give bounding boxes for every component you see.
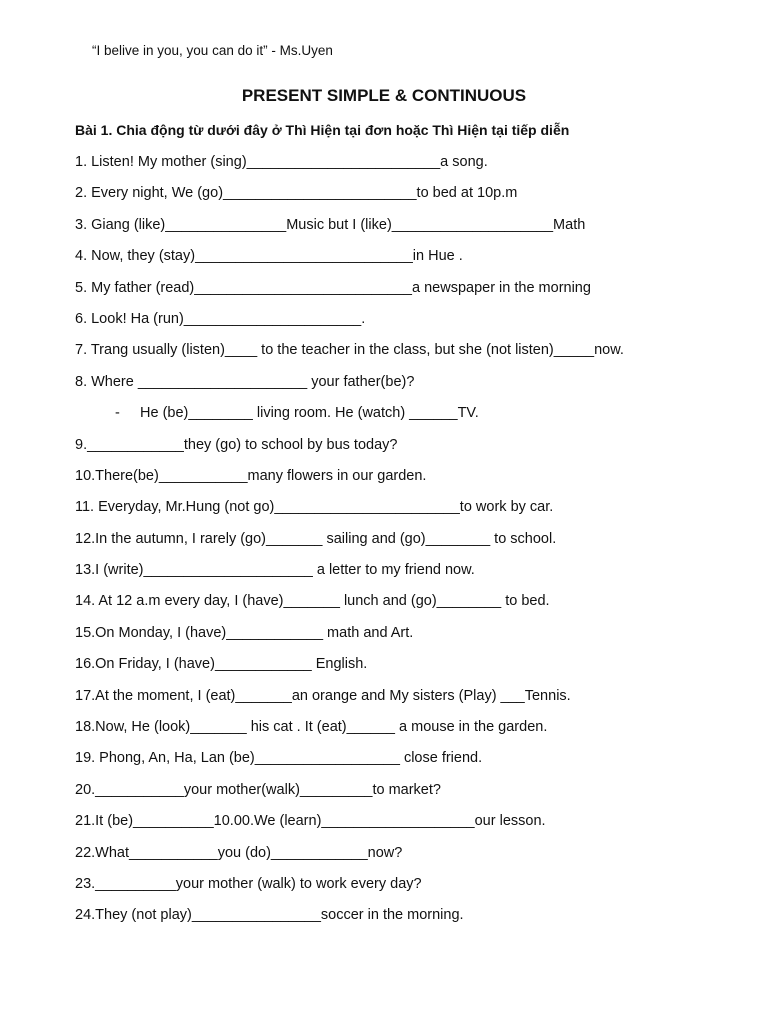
exercise-item-18: 18.Now, He (look)_______ his cat . It (eat)______ a mouse in the garden. bbox=[75, 719, 548, 736]
exercise-item-20: 20.___________your mother(walk)_________to market? bbox=[75, 781, 441, 798]
exercise-item-6: 6. Look! Ha (run)______________________. bbox=[75, 310, 366, 327]
exercise-item-9: 9.____________they (go) to school by bus today? bbox=[75, 436, 398, 453]
exercise-item-16: 16.On Friday, I (have)____________ English. bbox=[75, 656, 368, 673]
worksheet-title: PRESENT SIMPLE & CONTINUOUS bbox=[241, 86, 527, 105]
exercise-item-12: 12.In the autumn, I rarely (go)_______ sailing and (go)________ to school. bbox=[75, 530, 557, 547]
bullet-dash: - bbox=[115, 405, 120, 422]
exercise-item-13: 13.I (write)_____________________ a letter to my friend now. bbox=[75, 562, 475, 579]
exercise-item-14: 14. At 12 a.m every day, I (have)_______ lunch and (go)________ to bed. bbox=[75, 593, 550, 610]
exercise-item-5: 5. My father (read)___________________________a newspaper in the morning bbox=[75, 279, 591, 296]
exercise-item-23: 23.__________your mother (walk) to work every day? bbox=[75, 875, 422, 892]
exercise-item-10: 10.There(be)___________many flowers in our garden. bbox=[75, 467, 427, 484]
exercise-item-17: 17.At the moment, I (eat)_______an orange and My sisters (Play) ___Tennis. bbox=[75, 687, 571, 704]
exercise-item-19: 19. Phong, An, Ha, Lan (be)__________________ close friend. bbox=[75, 750, 483, 767]
exercise-item-4: 4. Now, they (stay)___________________________in Hue . bbox=[75, 248, 463, 265]
exercise-item-3: 3. Giang (like)_______________Music but I (like)____________________Math bbox=[75, 216, 586, 233]
exercise-item-7: 7. Trang usually (listen)____ to the teacher in the class, but she (not listen)_____now. bbox=[75, 342, 624, 359]
motivational-quote: “I belive in you, you can do it” - Ms.Uyen bbox=[92, 43, 333, 58]
exercise-item-22: 22.What___________you (do)____________now? bbox=[75, 844, 403, 861]
exercise-item-24: 24.They (not play)________________soccer in the morning. bbox=[75, 907, 464, 924]
exercise-item-8-answer bbox=[75, 403, 624, 434]
exercise-list bbox=[75, 152, 624, 937]
exercise-item-1: 1. Listen! My mother (sing)________________________a song. bbox=[75, 154, 488, 170]
exercise-item-2: 2. Every night, We (go)________________________to bed at 10p.m bbox=[75, 185, 518, 202]
exercise-item-8: 8. Where _____________________ your father(be)? bbox=[75, 373, 415, 390]
exercise-item-21: 21.It (be)__________10.00.We (learn)___________________our lesson. bbox=[75, 813, 546, 830]
exercise-instruction: Bài 1. Chia động từ dưới đây ở Thì Hiện tại đơn hoặc Thì Hiện tại tiếp diễn bbox=[75, 122, 570, 138]
exercise-item-11: 11. Everyday, Mr.Hung (not go)_______________________to work by car. bbox=[75, 499, 554, 516]
exercise-item-8-answer-text: He (be)________ living room. He (watch) ______TV. bbox=[140, 405, 479, 422]
exercise-item-15: 15.On Monday, I (have)____________ math and Art. bbox=[75, 624, 414, 641]
